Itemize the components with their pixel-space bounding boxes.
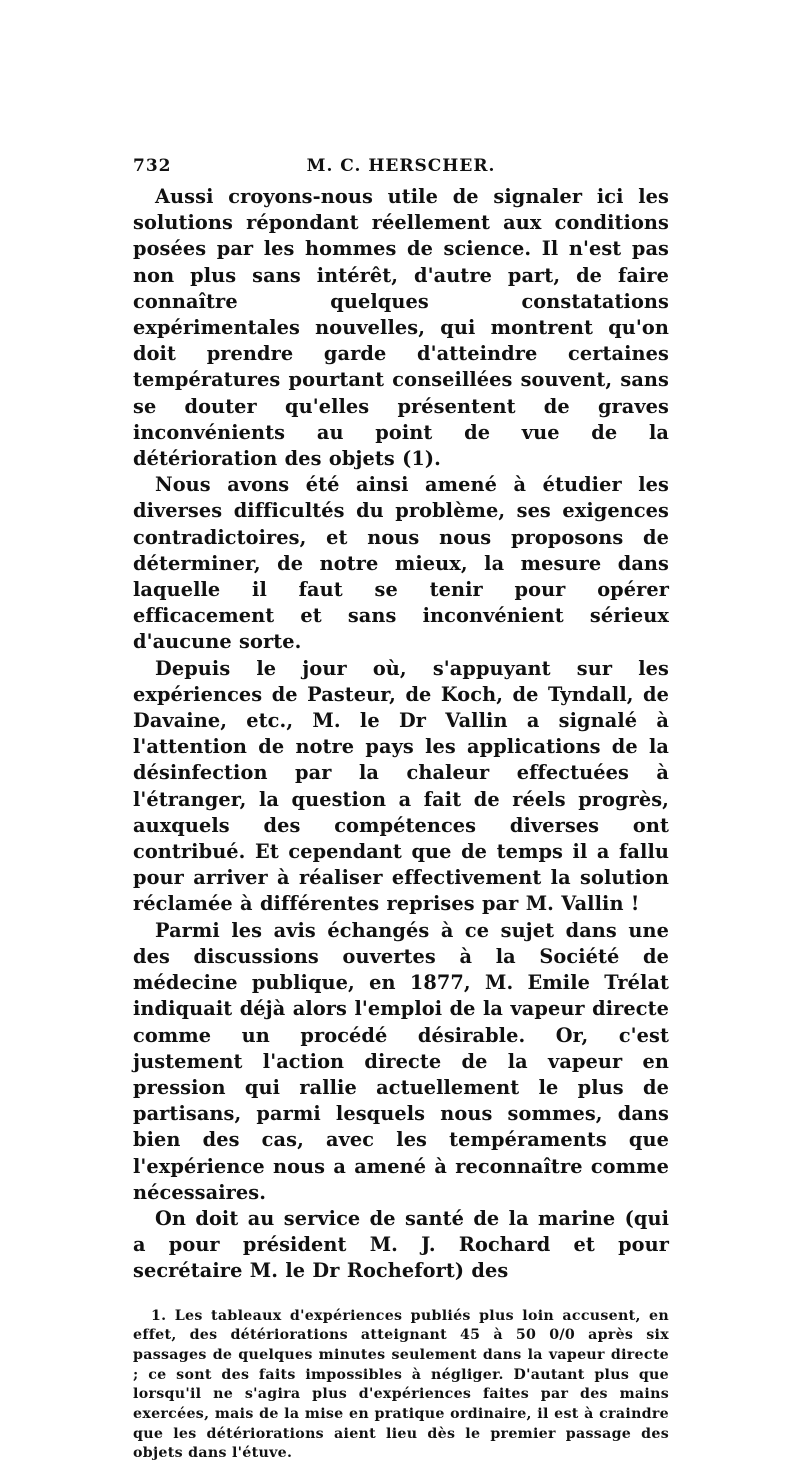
running-head (133, 150, 669, 184)
footnote: 1. Les tableaux d'expériences publiés plus loin accusent, en effet, des détériorations atteignant 45 à 50 0/0 après six passages de quelques minutes seulement dans la vapeur directe ; ce sont des faits impossibles à négliger. D'autant plus que lorsqu'il ne s'agira plus d'expériences faites par des mains exercées, mais de la mise en pratique ordinaire, il est à craindre que les détériorations aient lieu dès le premier passage des objets dans l'étuve. (133, 1307, 669, 1462)
paragraph-4: Parmi les avis échangés à ce sujet dans une des discussions ouvertes à la Société de médecine publique, en 1877, M. Emile Trélat indiquait déjà alors l'emploi de la vapeur directe comme un procédé désirable. Or, c'est justement l'action directe de la vapeur en pression qui rallie actuellement le plus de partisans, parmi lesquels nous sommes, dans bien des cas, avec les tempéraments que l'expérience nous a amené à reconnaître comme nécessaires. (133, 918, 669, 1204)
book-page (133, 150, 669, 1478)
paragraph-5: On doit au service de santé de la marine (qui a pour président M. J. Rochard et pour secrétaire M. le Dr Rochefort) des (133, 1206, 669, 1283)
body-text (133, 184, 669, 1285)
paragraph-1: Aussi croyons-nous utile de signaler ici les solutions répondant réellement aux conditions posées par les hommes de science. Il n'est pas non plus sans intérêt, d'autre part, de faire connaître quelques constatations expérimentales nouvelles, qui montrent qu'on doit prendre garde d'atteindre certaines températures pourtant conseillées souvent, sans se douter qu'elles présentent de graves inconvénients au point de vue de la détérioration des objets (1). (133, 185, 669, 471)
running-head-author: M. C. HERSCHER. (306, 156, 496, 176)
page-number: 732 (133, 156, 172, 176)
paragraph-3: Depuis le jour où, s'appuyant sur les expériences de Pasteur, de Koch, de Tyndall, de Davaine, etc., M. le Dr Vallin a signalé à l'attention de notre pays les applications de la désinfection par la chaleur effectuées à l'étranger, la question a fait de réels progrès, auxquels des compétences diverses ont contribué. Et cependant que de temps il a fallu pour arriver à réaliser effectivement la solution réclamée à différentes reprises par M. Vallin ! (133, 656, 669, 916)
paragraph-2: Nous avons été ainsi amené à étudier les diverses difficultés du problème, ses exigences contradictoires, et nous nous proposons de déterminer, de notre mieux, la mesure dans laquelle il faut se tenir pour opérer efficacement et sans inconvénient sérieux d'aucune sorte. (133, 473, 669, 654)
